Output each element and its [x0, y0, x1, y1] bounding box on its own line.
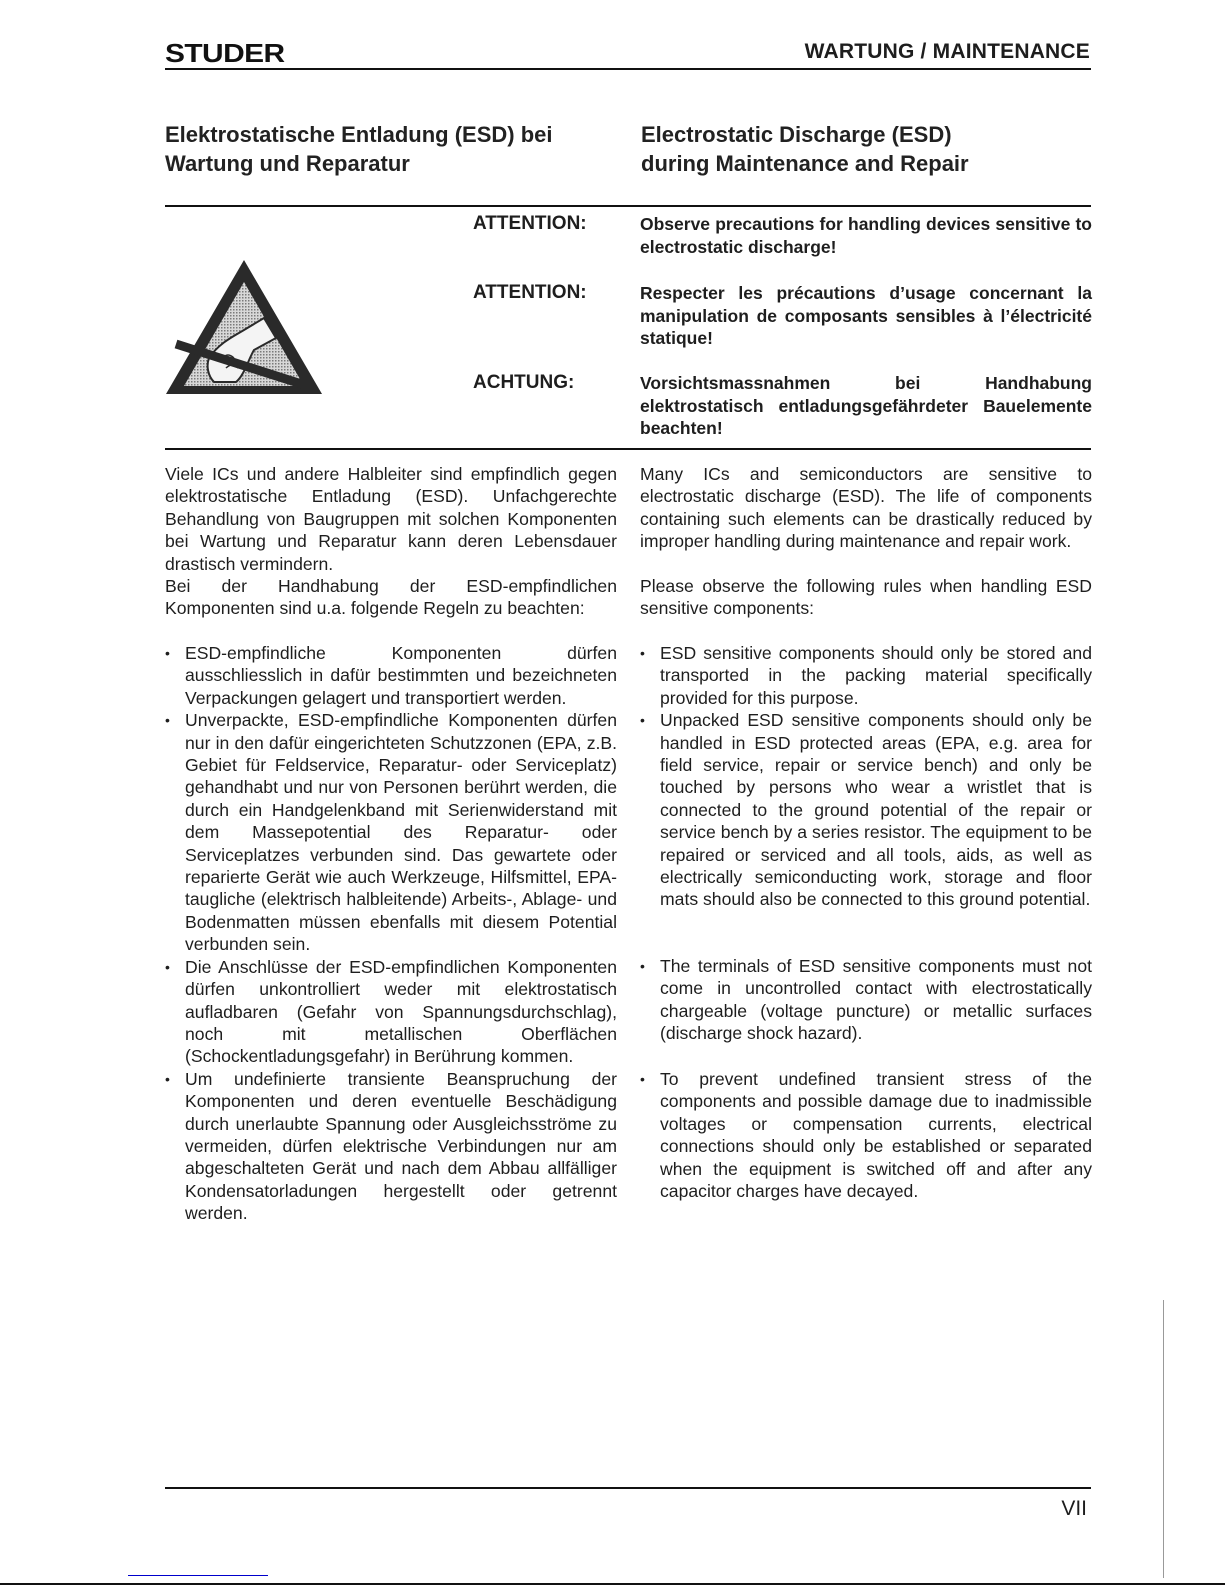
list-item-text: ESD-empfindliche Komponenten dürfen ausschliesslich in dafür bestimmten und bezeichneten Verpackungen gelagert und transportiert werden. [185, 643, 617, 708]
studer-logo: STUDER [165, 38, 285, 68]
list-item [640, 1068, 1092, 1202]
bullet-icon: • [165, 645, 170, 661]
bullet-icon: • [165, 958, 170, 975]
heading-german-line-1: Elektrostatische Entladung (ESD) bei [165, 122, 553, 147]
german-intro: Viele ICs und andere Halbleiter sind empfindlich gegen elektrostatische Entladung (ESD). Unfachgerechte Behandlung von Baugruppen mit solchen Komponenten bei Wartung und Reparatur kann deren Lebensdauer drastisch vermindern. [165, 464, 617, 574]
english-bullet-list [640, 642, 1092, 911]
heading-english-line-2: during Maintenance and Repair [641, 151, 969, 176]
list-item [640, 955, 1092, 1045]
esd-warning-triangle-icon [164, 258, 324, 398]
warning-label-english: ATTENTION: [473, 213, 587, 234]
english-bullet-list-last [640, 1068, 1092, 1202]
english-intro: Many ICs and semiconductors are sensitive to electrostatic discharge (ESD). The life of components containing such elements can be drastically reduced by improper handling during maintenance and repair work. [640, 464, 1092, 552]
warning-bottom-rule [165, 448, 1091, 450]
list-item-text: To prevent undefined transient stress of the components and possible damage due to inadmissible voltages or compensation currents, electrical connections should only be established or separated when the equipment is switched off and after any capacitor charges have decayed. [660, 1069, 1092, 1202]
list-item [640, 709, 1092, 911]
bullet-icon: • [640, 712, 645, 729]
list-item-text: Um undefinierte transiente Beanspruchung der Komponenten und deren eventuelle Beschädigung durch unerlaubte Spannung oder Ausgleichsströme zu vermeiden, dürfen elektrische Verbindungen nur am abgeschalteten Gerät und nach dem Abbau allfälliger Kondensatorladungen hergestellt oder getrennt werden. [185, 1068, 617, 1224]
bullet-icon: • [640, 958, 645, 974]
heading-german-line-2: Wartung und Reparatur [165, 151, 410, 176]
scan-edge-line [1163, 1300, 1164, 1578]
heading-english [641, 120, 969, 178]
warning-text-french: Respecter les précautions d’usage concernant la manipulation de composants sensibles à l’électricité statique! [640, 283, 1092, 348]
bullet-icon: • [165, 712, 170, 729]
german-rules [165, 642, 617, 1225]
bullet-icon: • [165, 1070, 170, 1087]
warning-text-english: Observe precautions for handling devices sensitive to electrostatic discharge! [640, 214, 1092, 257]
warning-label-french: ATTENTION: [473, 282, 587, 303]
english-intro-block [640, 463, 1092, 619]
bullet-icon: • [640, 645, 645, 661]
list-item [165, 956, 617, 1068]
page-number: VII [1061, 1497, 1087, 1520]
english-bullet-list-continued [640, 955, 1092, 1045]
footer-rule [165, 1487, 1091, 1489]
german-bullet-list [165, 642, 617, 1225]
heading-german [165, 120, 553, 178]
list-item-text: Die Anschlüsse der ESD-empfindlichen Komponenten dürfen unkontrolliert weder mit elektrostatisch aufladbaren (Gefahr von Spannungsdurchschlag), noch mit metallischen Oberflächen (Schockentladungsgefahr) in Berührung kommen. [185, 956, 617, 1067]
bullet-icon: • [640, 1071, 645, 1087]
english-rules-part-2 [640, 955, 1092, 1045]
warning-top-rule [165, 205, 1091, 207]
warning-text-german: Vorsichtsmassnahmen bei Handhabung elektrostatisch entladungsgefährdeter Bauelemente beachten! [640, 373, 1092, 438]
german-rules-intro: Bei der Handhabung der ESD-empfindlichen Komponenten sind u.a. folgende Regeln zu beachten: [165, 576, 617, 619]
list-item-text: ESD sensitive components should only be stored and transported in the packing material specifically provided for this purpose. [660, 643, 1092, 708]
link-underline [128, 1575, 268, 1576]
list-item [165, 642, 617, 709]
english-rules-intro: Please observe the following rules when handling ESD sensitive components: [640, 575, 1092, 619]
header-rule [165, 68, 1091, 70]
heading-english-line-1: Electrostatic Discharge (ESD) [641, 122, 952, 147]
warning-label-german: ACHTUNG: [473, 372, 575, 393]
section-title: WARTUNG / MAINTENANCE [804, 40, 1090, 63]
english-rules-part-3 [640, 1068, 1092, 1202]
german-intro-block [165, 463, 617, 620]
list-item-text: Unverpackte, ESD-empfindliche Komponenten dürfen nur in den dafür eingerichteten Schutzzonen (EPA, z.B. Gebiet für Feldservice, Reparatur- oder Serviceplatz) gehandhabt und nur von Personen berührt werden, die durch ein Handgelenkband mit Serienwiderstand mit dem Massepotential des Reparatur- oder Serviceplatzes verbunden sind. Das gewartete oder reparierte Gerät wie auch Werkzeuge, Hilfsmittel, EPA-taugliche (elektrisch halbleitende) Arbeits-, Ablage- und Bodenmatten müssen ebenfalls mit diesem Potential verbunden sein. [185, 710, 617, 955]
list-item [165, 709, 617, 955]
list-item-text: Unpacked ESD sensitive components should only be handled in ESD protected areas (EPA, e.g. area for field service, repair or service bench) and only be touched by persons who wear a wristlet that is connected to the ground potential of the repair or service bench by a series resistor. The equipment to be repaired or serviced and all tools, aids, as well as electrically semiconducting work, storage and floor mats should also be connected to this ground potential. [660, 710, 1092, 910]
list-item [165, 1068, 617, 1225]
list-item-text: The terminals of ESD sensitive components must not come in uncontrolled contact with electrostatically chargeable (voltage puncture) or metallic surfaces (discharge shock hazard). [660, 956, 1092, 1044]
list-item [640, 642, 1092, 709]
english-rules-part-1 [640, 642, 1092, 911]
